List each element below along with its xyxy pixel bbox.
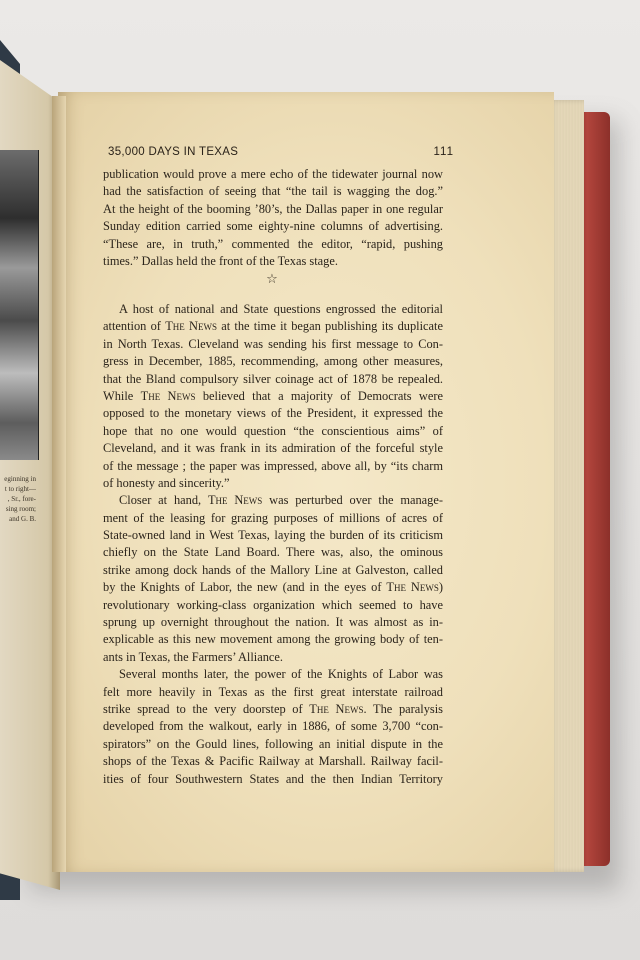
text-line: Closer at hand, The News was perturbed over the manage- bbox=[119, 493, 443, 508]
text-line: opposed to the monetary views of the President, it expressed the bbox=[103, 406, 443, 421]
text-line: attention of The News at the time it began publishing its duplicate bbox=[103, 319, 443, 334]
text-line: in North Texas. Cleveland was sending his first message to Con- bbox=[103, 336, 443, 351]
caption-line: , Sr., fore- bbox=[7, 495, 36, 503]
caption-line: eginning in bbox=[4, 475, 36, 483]
text-line: that the Bland compulsory silver coinage act of 1878 be repealed. bbox=[103, 371, 443, 386]
text-line: spirators” on the Gould lines, following an initial dispute in the bbox=[103, 736, 443, 751]
book-gutter bbox=[52, 96, 66, 872]
text-line: sprung up overnight throughout the nation. It was almost as in- bbox=[103, 615, 443, 630]
paragraph-4 bbox=[103, 666, 443, 788]
text-line: Sunday edition carried some eighty-nine columns of advertising. bbox=[103, 219, 443, 234]
paragraph-1 bbox=[103, 166, 443, 270]
text-line: strike spread to the very doorstep of The News. The paralysis bbox=[103, 701, 443, 716]
text-line: hope that no one would question “the conscientious aims” of bbox=[103, 423, 443, 438]
text-line: times.” Dallas held the front of the Texas stage. bbox=[103, 253, 338, 268]
caption-line: sing room; bbox=[5, 505, 36, 513]
text-line: shops of the Texas & Pacific Railway at Marshall. Railway facil- bbox=[103, 754, 443, 769]
text-line: explicable as this new movement among the growing body of ten- bbox=[103, 632, 443, 647]
text-line: Several months later, the power of the Knights of Labor was bbox=[119, 667, 443, 682]
text-line: gress in December, 1885, recommending, among other measures, bbox=[103, 354, 443, 369]
text-line: While The News believed that a majority of Democrats were bbox=[103, 388, 444, 403]
text-line: ment of the leasing for grazing purposes of millions of acres of bbox=[103, 510, 443, 525]
text-line: of honesty and sincerity.” bbox=[103, 475, 230, 490]
text-line: chiefly on the State Land Board. There was, also, the ominous bbox=[103, 545, 443, 560]
text-line: felt more heavily in Texas as the first great interstate railroad bbox=[103, 684, 443, 699]
text-line: Cleveland, and it was frank in its admiration of the forceful style bbox=[103, 441, 443, 456]
running-head-title: 35,000 DAYS IN TEXAS bbox=[108, 146, 239, 158]
text-line: State-owned land in West Texas, laying the burden of its criticism bbox=[103, 528, 443, 543]
caption-line: t to right— bbox=[4, 485, 36, 493]
text-line: ants in Texas, the Farmers’ Alliance. bbox=[103, 649, 284, 664]
text-line: revolutionary working-class organization which seemed to have bbox=[103, 597, 443, 612]
left-page-photo bbox=[0, 150, 39, 460]
text-line: by the Knights of Labor, the new (and in the eyes of The News) bbox=[103, 580, 444, 595]
star-ornament-icon: ☆ bbox=[266, 272, 278, 287]
photo-caption bbox=[0, 474, 36, 524]
text-line: strike among dock hands of the Mallory Line at Galveston, called bbox=[103, 562, 443, 577]
paragraph-2 bbox=[103, 301, 443, 492]
caption-line: and G. B. bbox=[9, 515, 36, 523]
running-head bbox=[108, 146, 454, 162]
text-line: ities of four Southwestern States and the then Indian Territory bbox=[103, 771, 443, 786]
text-line: At the height of the booming ’80’s, the Dallas paper in one regular bbox=[103, 201, 443, 216]
page-number: 111 bbox=[433, 146, 454, 158]
text-line: A host of national and State questions engrossed the editorial bbox=[119, 302, 443, 316]
text-line: had the satisfaction of seeing that “the tail is wagging the dog.” bbox=[103, 184, 443, 199]
text-line: publication would prove a mere echo of the tidewater journal now bbox=[103, 167, 443, 181]
text-line: developed from the walkout, early in 1886, of some 3,700 “con- bbox=[103, 719, 443, 734]
paragraph-3 bbox=[103, 492, 443, 666]
text-line: “These are, in truth,” commented the editor, “rapid, pushing bbox=[103, 236, 443, 251]
text-line: of the message ; the paper was impressed, above all, by “its charm bbox=[103, 458, 443, 473]
body-text bbox=[103, 301, 443, 788]
